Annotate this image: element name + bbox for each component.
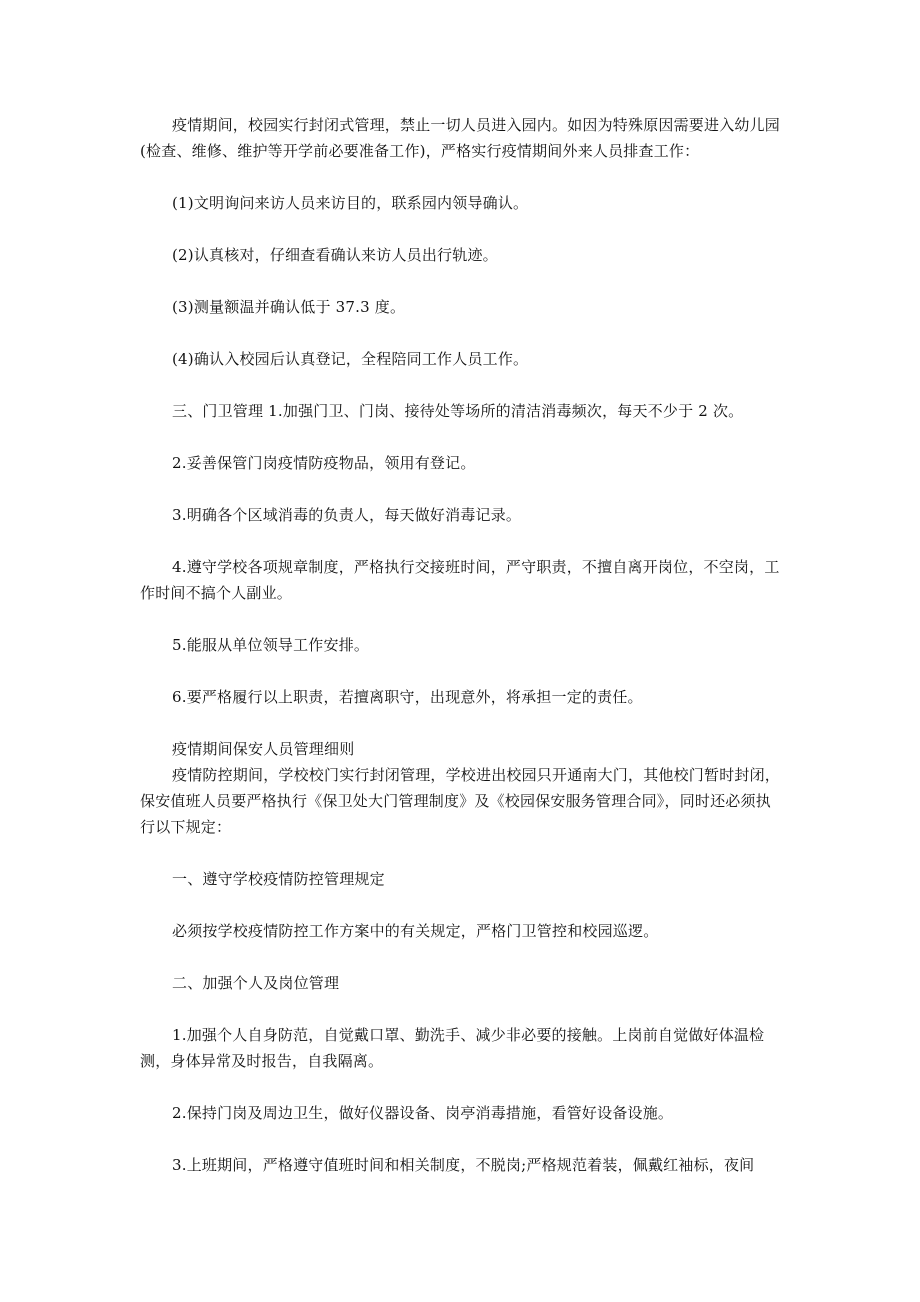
list-item: 3.明确各个区域消毒的负责人，每天做好消毒记录。 bbox=[172, 506, 522, 524]
list-item: 5.能服从单位领导工作安排。 bbox=[172, 636, 370, 654]
list-item: (2)认真核对，仔细查看确认来访人员出行轨迹。 bbox=[172, 246, 498, 264]
section-heading: 二、加强个人及岗位管理 bbox=[172, 974, 340, 992]
list-item: 2.妥善保管门岗疫情防疫物品，领用有登记。 bbox=[172, 454, 476, 472]
intro-paragraph: 疫情期间，校园实行封闭式管理，禁止一切人员进入园内。如因为特殊原因需要进入幼儿园(检查、维修、维护等开学前必要准备工作)，严格实行疫情期间外来人员排查工作： bbox=[140, 116, 781, 160]
list-item: 1.加强个人自身防范，自觉戴口罩、勤洗手、减少非必要的接触。上岗前自觉做好体温检测，身体异常及时报告，自我隔离。 bbox=[140, 1026, 765, 1070]
list-item: (1)文明询问来访人员来访目的，联系园内领导确认。 bbox=[172, 194, 529, 212]
body-paragraph: 必须按学校疫情防控工作方案中的有关规定，严格门卫管控和校园巡逻。 bbox=[172, 922, 659, 940]
list-item: 6.要严格履行以上职责，若擅离职守，出现意外，将承担一定的责任。 bbox=[172, 688, 643, 706]
body-paragraph: 疫情防控期间，学校校门实行封闭管理，学校进出校园只开通南大门，其他校门暂时封闭，保安值班人员要严格执行《保卫处大门管理制度》及《校园保安服务管理合同》，同时还必须执行以下规定： bbox=[140, 766, 781, 836]
list-item: 4.遵守学校各项规章制度，严格执行交接班时间，严守职责，不擅自离开岗位，不空岗，工作时间不搞个人副业。 bbox=[140, 558, 780, 602]
list-item: (3)测量额温并确认低于 37.3 度。 bbox=[172, 298, 406, 316]
list-item: 3.上班期间，严格遵守值班时间和相关制度，不脱岗;严格规范着装，佩戴红袖标，夜间 bbox=[172, 1156, 755, 1174]
section-heading-gate: 三、门卫管理 1.加强门卫、门岗、接待处等场所的清洁消毒频次，每天不少于 2 次。 bbox=[172, 402, 744, 420]
section-title: 疫情期间保安人员管理细则 bbox=[172, 740, 355, 758]
list-item: 2.保持门岗及周边卫生，做好仪器设备、岗亭消毒措施，看管好设备设施。 bbox=[172, 1104, 674, 1122]
list-item: (4)确认入校园后认真登记，全程陪同工作人员工作。 bbox=[172, 350, 529, 368]
section-heading: 一、遵守学校疫情防控管理规定 bbox=[172, 870, 385, 888]
